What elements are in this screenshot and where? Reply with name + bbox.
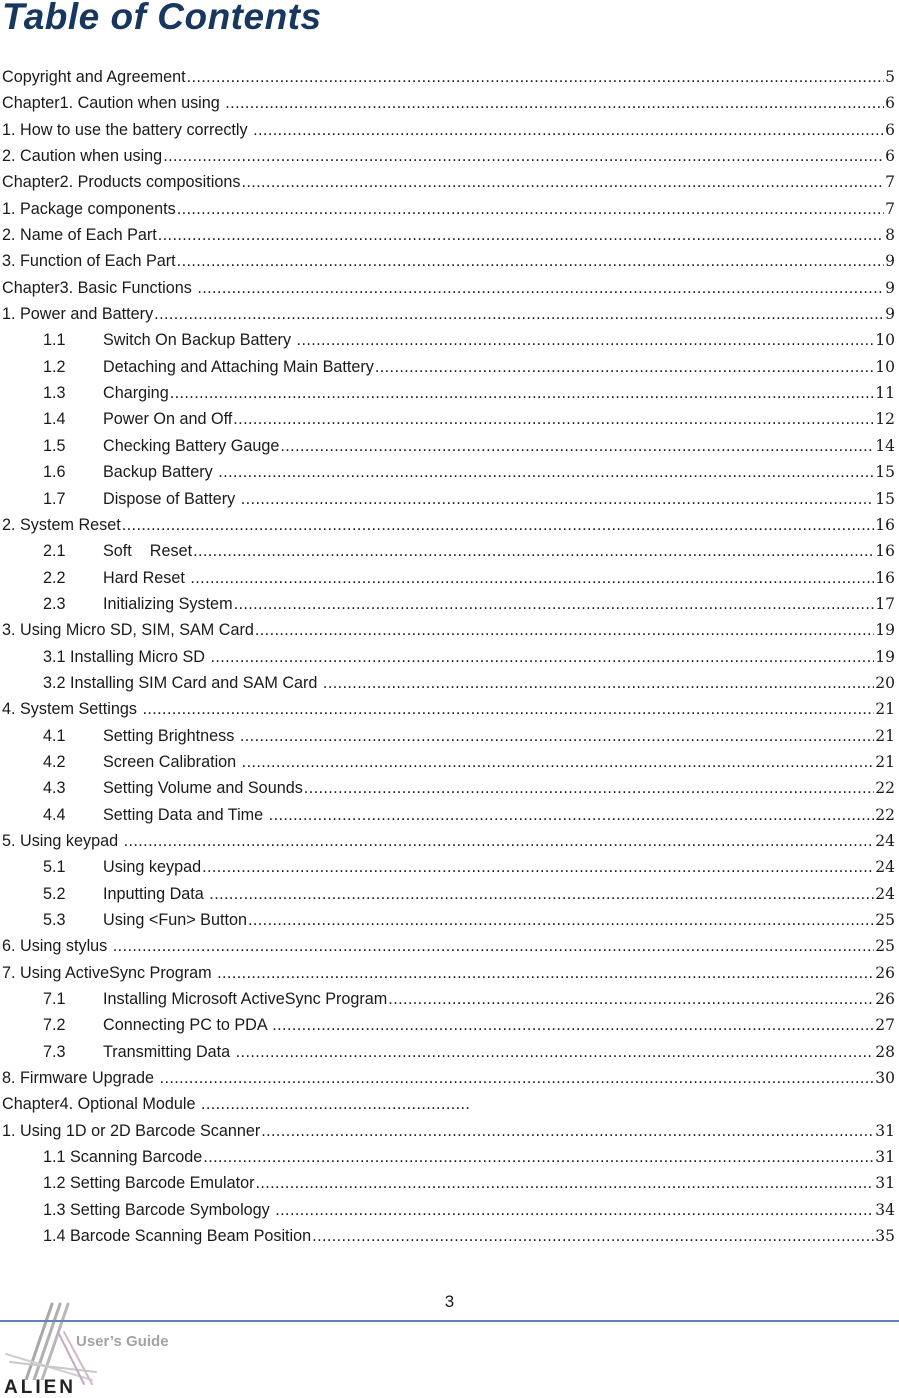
toc-dot-leader — [275, 1197, 874, 1223]
toc-entry[interactable] — [2, 117, 895, 143]
toc-entry-title: 1.2 Setting Barcode Emulator — [43, 1174, 255, 1193]
toc-dot-leader — [241, 486, 875, 512]
toc-entry-page: 11 — [875, 384, 895, 403]
toc-entry-page: 6 — [885, 120, 895, 139]
toc-entry-page: 14 — [875, 436, 895, 455]
toc-dot-leader — [113, 933, 875, 959]
toc-entry[interactable] — [2, 327, 895, 353]
toc-entry-page: 30 — [875, 1069, 895, 1088]
toc-entry-page: 6 — [885, 147, 895, 166]
toc-dot-leader — [255, 1170, 874, 1196]
toc-entry[interactable] — [2, 933, 895, 959]
toc-dot-leader — [225, 90, 884, 116]
toc-dot-leader — [388, 986, 874, 1012]
toc-entry-title: Checking Battery Gauge — [103, 436, 280, 455]
toc-entry-page: 25 — [875, 937, 895, 956]
toc-entry[interactable] — [2, 565, 895, 591]
toc-entry-title: 3.2 Installing SIM Card and SAM Card — [43, 673, 322, 692]
toc-entry-title: Chapter3. Basic Functions — [2, 278, 197, 297]
toc-dot-leader — [312, 1223, 874, 1249]
toc-entry-page: 31 — [875, 1174, 895, 1193]
toc-entry[interactable] — [2, 696, 895, 722]
toc-entry-page: 19 — [875, 647, 895, 666]
footer-guide-label: User’s Guide — [76, 1333, 169, 1350]
toc-entry-title: 3. Using Micro SD, SIM, SAM Card — [2, 621, 254, 640]
toc-entry[interactable] — [2, 881, 895, 907]
toc-dot-leader — [201, 1091, 469, 1117]
toc-dot-leader — [177, 196, 884, 222]
toc-entry-page: 17 — [875, 594, 895, 613]
toc-entry[interactable] — [2, 1065, 895, 1091]
toc-entry-title: 4. System Settings — [2, 700, 142, 719]
toc-dot-leader — [261, 1118, 874, 1144]
toc-entry[interactable] — [2, 828, 895, 854]
toc-dot-leader — [240, 723, 874, 749]
toc-entry[interactable] — [2, 275, 895, 301]
toc-entry[interactable] — [2, 222, 895, 248]
toc-entry[interactable] — [2, 960, 895, 986]
toc-entry-title: Using keypad — [103, 858, 202, 877]
toc-dot-leader — [193, 538, 874, 564]
toc-entry-page: 25 — [875, 911, 895, 929]
toc-dot-leader — [158, 222, 884, 248]
toc-entry-page: 15 — [875, 489, 895, 508]
toc-entry[interactable] — [2, 617, 895, 643]
toc-dot-leader — [253, 117, 884, 143]
toc-entry[interactable] — [2, 1118, 895, 1144]
toc-entry-page: 7 — [885, 173, 895, 192]
toc-entry-number: 5.2 — [43, 884, 66, 903]
toc-dot-leader — [190, 565, 874, 591]
toc-entry-title: 1.1 Scanning Barcode — [43, 1148, 203, 1167]
toc-entry-page: 15 — [875, 463, 895, 482]
toc-entry-page: 20 — [875, 673, 895, 692]
toc-entry[interactable] — [2, 169, 895, 195]
toc-entry-number: 4.4 — [43, 805, 66, 824]
toc-entry[interactable] — [2, 1091, 895, 1117]
toc-entry-title: 1. How to use the battery correctly — [2, 120, 253, 139]
toc-entry[interactable] — [2, 775, 895, 801]
toc-dot-leader — [210, 644, 874, 670]
toc-entry-page: 10 — [875, 331, 895, 350]
toc-entry-page: 9 — [885, 252, 895, 271]
toc-dot-leader — [160, 1065, 875, 1091]
page-title: Table of Contents — [2, 0, 322, 37]
toc-entry-title: Charging — [103, 384, 169, 403]
toc-entry-title: 7. Using ActiveSync Program — [2, 963, 217, 982]
toc-entry-page: 27 — [875, 1016, 895, 1035]
toc-dot-leader — [234, 591, 875, 617]
toc-entry-number: 1.2 — [43, 357, 66, 376]
toc-entry-page: 31 — [875, 1148, 895, 1167]
page-number: 3 — [444, 1292, 455, 1311]
toc-entry-page: 24 — [875, 831, 895, 850]
toc-entry-title: Dispose of Battery — [103, 489, 240, 508]
toc-entry-page: 21 — [875, 752, 895, 771]
toc-entry-title: 5. Using keypad — [2, 831, 123, 850]
toc-entry-number: 1.1 — [43, 331, 66, 350]
toc-entry-title: 3. Function of Each Part — [2, 252, 176, 271]
toc-dot-leader — [170, 380, 875, 406]
toc-dot-leader — [375, 354, 874, 380]
toc-entry[interactable] — [2, 1012, 895, 1038]
toc-entry[interactable] — [2, 1197, 895, 1223]
toc-entry-title: 6. Using stylus — [2, 937, 112, 956]
table-of-contents — [2, 64, 895, 1249]
toc-dot-leader — [122, 512, 875, 538]
toc-entry-number: 1.5 — [43, 436, 66, 455]
toc-dot-leader — [202, 854, 874, 880]
toc-entry-page: 24 — [875, 858, 895, 877]
toc-entry[interactable] — [2, 380, 895, 406]
toc-dot-leader — [269, 802, 875, 828]
toc-dot-leader — [242, 749, 875, 775]
toc-entry-page: 9 — [885, 305, 895, 324]
toc-entry[interactable] — [2, 1223, 895, 1249]
toc-entry-page: 26 — [875, 990, 895, 1009]
toc-entry[interactable] — [2, 433, 895, 459]
toc-entry-title: Initializing System — [103, 594, 233, 613]
toc-entry-title: Chapter4. Optional Module — [2, 1095, 200, 1114]
toc-entry-page: 19 — [875, 621, 895, 640]
toc-entry-title: Setting Data and Time — [103, 805, 268, 824]
toc-entry[interactable] — [2, 143, 895, 169]
toc-dot-leader — [177, 248, 884, 274]
toc-entry-page: 7 — [885, 199, 895, 218]
toc-entry[interactable] — [2, 723, 895, 749]
toc-entry[interactable] — [2, 248, 895, 274]
toc-entry-page: 34 — [875, 1200, 895, 1219]
toc-entry[interactable] — [2, 670, 895, 696]
toc-entry-page: 26 — [875, 963, 895, 982]
toc-entry-page: 16 — [875, 568, 895, 587]
toc-dot-leader — [217, 960, 874, 986]
toc-entry-title: 2. Caution when using — [2, 147, 163, 166]
toc-entry-title: Setting Brightness — [103, 726, 239, 745]
toc-entry-number: 4.1 — [43, 726, 66, 745]
toc-entry-title: Installing Microsoft ActiveSync Program — [103, 990, 388, 1009]
toc-dot-leader — [209, 881, 874, 907]
toc-entry[interactable] — [2, 1170, 895, 1196]
toc-dot-leader — [154, 301, 884, 327]
toc-entry[interactable] — [2, 591, 895, 617]
toc-dot-leader — [323, 670, 874, 696]
toc-entry-number: 2.3 — [43, 594, 66, 613]
toc-dot-leader — [272, 1012, 874, 1038]
logo-wordmark: ALIEN — [4, 1377, 76, 1398]
toc-entry-number: 7.1 — [43, 990, 66, 1009]
toc-entry[interactable] — [2, 749, 895, 775]
toc-dot-leader — [187, 64, 885, 90]
toc-entry[interactable] — [2, 802, 895, 828]
toc-entry-title: Hard Reset — [103, 568, 190, 587]
toc-entry-number: 1.6 — [43, 463, 66, 482]
toc-entry-title: Detaching and Attaching Main Battery — [103, 357, 374, 376]
toc-dot-leader — [142, 696, 874, 722]
toc-entry-number: 1.3 — [43, 384, 66, 403]
toc-entry-number: 5.1 — [43, 858, 66, 877]
toc-dot-leader — [197, 275, 884, 301]
toc-entry-title: Using <Fun> Button — [103, 911, 247, 929]
toc-entry-number: 4.3 — [43, 779, 66, 798]
toc-entry-number: 5.3 — [43, 911, 66, 929]
toc-entry-number: 1.7 — [43, 489, 66, 508]
toc-entry-page: 10 — [875, 357, 895, 376]
toc-entry-title: 1. Power and Battery — [2, 305, 154, 324]
toc-entry-title: 1.3 Setting Barcode Symbology — [43, 1200, 275, 1219]
toc-entry[interactable] — [2, 854, 895, 880]
toc-entry[interactable] — [2, 196, 895, 222]
toc-dot-leader — [236, 1039, 875, 1065]
toc-dot-leader — [297, 327, 875, 353]
toc-entry-number: 2.1 — [43, 542, 66, 561]
toc-entry-title: 2. Name of Each Part — [2, 226, 157, 245]
toc-entry-page: 22 — [875, 779, 895, 798]
toc-dot-leader — [124, 828, 875, 854]
toc-entry-page: 6 — [885, 94, 895, 113]
toc-entry[interactable] — [2, 512, 895, 538]
toc-entry-title: 1.4 Barcode Scanning Beam Position — [43, 1227, 312, 1246]
toc-dot-leader — [304, 775, 874, 801]
toc-entry-page: 16 — [875, 515, 895, 534]
toc-entry-title: Backup Battery — [103, 463, 218, 482]
toc-dot-leader — [233, 406, 874, 432]
toc-entry[interactable] — [2, 301, 895, 327]
toc-entry-page: 8 — [885, 226, 895, 245]
toc-entry[interactable] — [2, 459, 895, 485]
toc-entry-page: 16 — [875, 542, 895, 561]
toc-entry[interactable] — [2, 486, 895, 512]
toc-entry[interactable] — [2, 1039, 895, 1065]
toc-entry-title: Screen Calibration — [103, 752, 241, 771]
toc-entry[interactable] — [2, 354, 895, 380]
toc-dot-leader — [203, 1144, 874, 1170]
toc-entry-title: Soft Reset — [103, 542, 193, 561]
toc-entry-title: 1. Using 1D or 2D Barcode Scanner — [2, 1121, 261, 1140]
toc-entry-page: 24 — [875, 884, 895, 903]
toc-entry[interactable] — [2, 1144, 895, 1170]
toc-entry-title: Transmitting Data — [103, 1042, 235, 1061]
toc-dot-leader — [280, 433, 874, 459]
toc-entry-title: Copyright and Agreement — [2, 68, 186, 86]
toc-entry-page: 28 — [875, 1042, 895, 1061]
toc-dot-leader — [241, 169, 884, 195]
toc-entry-title: Switch On Backup Battery — [103, 331, 296, 350]
toc-entry-number: 4.2 — [43, 752, 66, 771]
toc-entry[interactable] — [2, 538, 895, 564]
toc-dot-leader — [248, 907, 874, 933]
toc-entry-page: 5 — [885, 68, 895, 86]
toc-entry-number: 7.3 — [43, 1042, 66, 1061]
toc-entry-title: Setting Volume and Sounds — [103, 779, 303, 798]
toc-entry-number: 2.2 — [43, 568, 66, 587]
toc-entry[interactable] — [2, 907, 895, 933]
toc-entry-page: 22 — [875, 805, 895, 824]
toc-entry-title: Inputting Data — [103, 884, 209, 903]
toc-dot-leader — [163, 143, 884, 169]
toc-entry[interactable] — [2, 64, 895, 90]
toc-dot-leader — [255, 617, 874, 643]
toc-entry[interactable] — [2, 406, 895, 432]
toc-entry-title: Power On and Off — [103, 410, 233, 429]
toc-entry-title: 3.1 Installing Micro SD — [43, 647, 210, 666]
toc-entry-page: 21 — [875, 700, 895, 719]
toc-entry-title: 2. System Reset — [2, 515, 121, 534]
toc-dot-leader — [218, 459, 874, 485]
toc-entry-title: Chapter2. Products compositions — [2, 173, 241, 192]
toc-entry-number: 1.4 — [43, 410, 66, 429]
toc-entry[interactable] — [2, 644, 895, 670]
toc-entry-page: 21 — [875, 726, 895, 745]
toc-entry-page: 12 — [875, 410, 895, 429]
toc-entry[interactable] — [2, 986, 895, 1012]
footer-rule — [0, 1320, 899, 1322]
toc-entry-title: Chapter1. Caution when using — [2, 94, 225, 113]
toc-entry-title: 1. Package components — [2, 199, 176, 218]
toc-entry[interactable] — [2, 90, 895, 116]
toc-entry-page: 31 — [875, 1121, 895, 1140]
toc-entry-page: 9 — [885, 278, 895, 297]
toc-entry-title: 8. Firmware Upgrade — [2, 1069, 159, 1088]
toc-entry-number: 7.2 — [43, 1016, 66, 1035]
toc-entry-page: 35 — [875, 1227, 895, 1246]
toc-entry-title: Connecting PC to PDA — [103, 1016, 272, 1035]
